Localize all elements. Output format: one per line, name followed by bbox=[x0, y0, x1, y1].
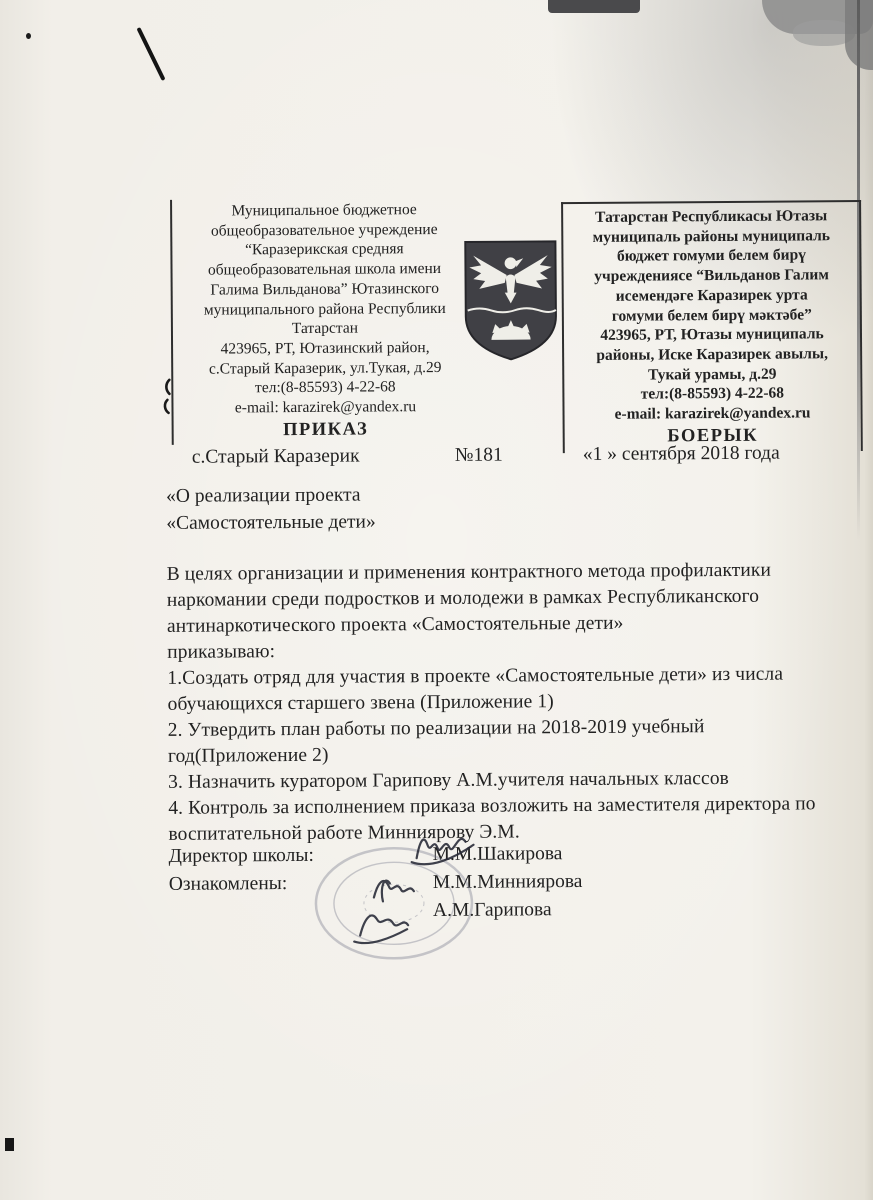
signature-label: Ознакомлены: bbox=[168, 873, 288, 895]
org-phone-ru: тел:(8-85593) 4-22-68 bbox=[254, 378, 396, 397]
signature-row bbox=[169, 898, 729, 930]
letterhead-right-tatar bbox=[561, 200, 863, 454]
org-phone-tt: тел:(8-85593) 4-22-68 bbox=[640, 384, 785, 403]
signature-row bbox=[169, 870, 729, 902]
order-number: №181 bbox=[454, 444, 503, 466]
coat-of-arms-shield bbox=[461, 236, 560, 365]
coat-of-arms-icon bbox=[461, 236, 560, 365]
org-name-ru: Муниципальное бюджетное общеобразовательное учреждение “Каразерикская средняя общеобразовательная школа имени Галима Вильданова” Ютазинского муниципального района Республики Татарстан bbox=[203, 201, 446, 338]
org-name-tt: Татарстан Республикасы Ютазы муниципаль районы муниципаль бюджет гомуми белем бирү учреждениясе “Вильданов Галим исемендәге Каразирек урта гомуми белем бирү мәктәбе” bbox=[592, 207, 831, 325]
doc-type-ru: ПРИКАЗ bbox=[282, 419, 369, 440]
issue-date: «1 » сентября 2018 года bbox=[582, 442, 780, 465]
issue-place: с.Старый Каразерик bbox=[191, 445, 360, 468]
org-address-tt: 423965, РТ, Ютазы муниципаль районы, Иске Каразирек авылы, Тукай урамы, д.29 bbox=[596, 325, 828, 384]
signature-row bbox=[169, 842, 729, 874]
signature-name: М.М.Шакирова bbox=[432, 843, 563, 866]
order-body: В целях организации и применения контрактного метода профилактики наркомании среди подростков и молодежи в рамках Республиканского антинаркотического проекта «Самостоятельные дети» приказываю: 1.Создать отряд для участия в проекте «Самостоятельные дети» из числа обучающихся старшего звена (Приложение 1) 2. Утвердить план работы по реализации на 2018-2019 учебный год(Приложение 2) 3. Назначить куратором Гарипову А.М.учителя начальных классов 4. Контроль за исполнением приказа возложить на заместителя директора по воспитательной работе Минниярову Э.М. bbox=[166, 559, 816, 845]
signature-name: М.М.Минниярова bbox=[432, 870, 583, 894]
letterhead-left-russian bbox=[170, 198, 476, 446]
doc-type-tt: БОЕРЫК bbox=[667, 425, 759, 447]
scan-artifact-edge-marks bbox=[165, 380, 170, 413]
org-email-tt: e-mail: karazirek@yandex.ru bbox=[614, 404, 811, 423]
order-title: «О реализации проекта «Самостоятельные дети» bbox=[166, 484, 376, 534]
signature-name: А.М.Гарипова bbox=[432, 899, 552, 922]
org-email-ru: e-mail: karazirek@yandex.ru bbox=[234, 398, 417, 417]
signature-block bbox=[169, 842, 730, 930]
org-address-ru: 423965, РТ, Ютазинский район, с.Старый Каразерик, ул.Тукая, д.29 bbox=[208, 338, 442, 378]
signature-label: Директор школы: bbox=[168, 844, 314, 867]
